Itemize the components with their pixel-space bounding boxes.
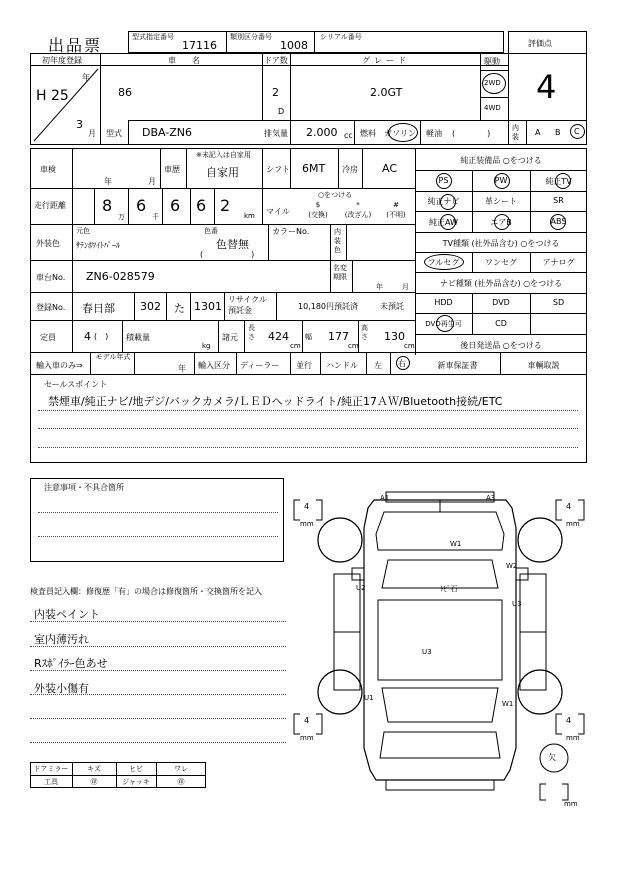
grade-label: グレード [362,56,410,65]
color-code-label: カラーNo. [272,227,310,236]
navi-hdd: HDD [434,298,453,307]
color-no-label: 色番 [204,227,218,235]
mileage-digit-3: 6 [170,196,181,215]
legend-jack-stamp: ㊞ [177,778,185,786]
original-color-label: 元色 [76,227,90,235]
drive-label: 駆動 [484,57,500,66]
note-line-4: 外装小傷有 [34,682,89,695]
load-unit: kg [202,342,211,350]
doors-label: ドア数 [264,56,288,65]
doors-value: 2 [272,86,279,99]
interior-a: A [535,128,541,137]
legend-tools-stamp: ㊞ [90,778,98,786]
length-value: 424 [268,330,289,343]
mileage-digit-5: 2 [220,196,231,215]
tv-oneseg: ワンセグ [485,258,517,267]
year-unit: 年 [82,73,90,82]
color-changed: 色替無 [216,238,249,251]
mark-a3: A3 [486,494,496,502]
interior-b: B [555,128,561,137]
ac-label: 冷房 [342,165,358,174]
form-title: 出品票 [48,36,103,55]
mark-w1-rear: W1 [502,700,514,708]
equip-aw: 純正AW [429,218,458,227]
first-reg-month: 3 [76,118,83,131]
inspector-note: 検査員記入欄：修復歴「有」の場合は修復箇所・交換箇所を記入 [30,587,262,596]
tread-rear-left: 4 [304,716,310,725]
mileage-unit: km [244,212,255,220]
height-value: 130 [384,330,405,343]
tv-analog: アナログ [542,258,575,267]
mileage-label: 走行距離 [34,201,66,210]
displacement-label: 排気量 [264,129,288,138]
exterior-label: 外装色 [36,239,60,248]
equip-abs: ABS [550,217,567,226]
history-label: 車歴 [164,165,180,174]
spare-tread-unit: mm [564,800,578,808]
category-no-value: 1008 [280,39,308,52]
fuel-value: ガソリン [384,129,416,138]
capacity-label: 定員 [40,333,56,342]
capacity-value: 4 [84,330,91,343]
light-oil-paren: ( ) [452,129,491,138]
legend-header-scratch: キズ [87,765,101,773]
interior-c: C [574,127,580,136]
mileage-sen: 千 [152,213,159,221]
score-label: 評価点 [528,39,552,48]
navi-cd: CD [495,319,507,328]
owner-change-month: 月 [402,283,409,291]
displacement-unit: cc [344,131,353,140]
mark-w2: W2 [506,562,518,570]
sales-point-label: セールスポイント [44,380,108,389]
recycle-value: 10,180円預託済 [298,302,358,311]
inspection-label: 車検 [40,165,56,174]
owner-change-year: 年 [376,283,383,291]
dealer-option: ディーラー [240,361,280,370]
delivery-manual: 車輌取説 [527,361,560,370]
plate-number: 1301 [194,300,222,313]
meter-exchange: $ (交換) [308,201,328,219]
legend-header-crack: ヒビ [129,765,143,773]
navi-sd: SD [552,298,565,307]
tread-rear-right-unit: mm [566,734,580,742]
legend-jack: ジャッキ [122,778,150,786]
serial-label: シリアル番号 [320,33,362,41]
equipment-title: 純正装備品 ○をつける [460,156,542,165]
plate-label: 登録No. [36,303,66,312]
mark-u3-roof: U3 [422,648,432,656]
mileage-digit-1: 8 [102,196,113,215]
notes-title: 注意事項・不具合箇所 [44,483,124,492]
legend-header-break: ワレ [174,765,188,773]
category-no-label: 類別区分番号 [230,33,272,41]
mark-u1: U1 [364,694,374,702]
car-name-label: 車 名 [168,56,204,65]
shift-value: 6MT [302,162,326,175]
handle-right: 右 [398,359,406,368]
mileage-man: 万 [118,213,125,221]
width-label: 幅 [305,333,312,341]
plate-class: 302 [140,300,161,313]
tv-title: TV種類 (社外品含む) ○をつける [442,239,560,248]
recycle-label: リサイクル預託金 [228,295,267,315]
tread-front-right: 4 [566,502,572,511]
door-type: D [278,107,285,116]
katashiki-value: DBA-ZN6 [142,126,193,139]
first-reg-label: 初年度登録 [42,56,82,65]
note-line-2: 室内薄汚れ [34,633,89,646]
fuel-label: 燃料 [360,129,376,138]
sales-point-text: 禁煙車/純正ナビ/地デジ/バックカメラ/ＬＥＤヘッドライト/純正17ＡＷ/Bluetooth接続/ETC [48,395,503,408]
handle-label: ハンドル [326,361,358,370]
height-unit: cm [404,342,415,350]
mark-stone-chip: ﾄﾋﾞ石 [440,585,458,593]
katashiki-label: 型式 [106,129,122,138]
mark-u2: U2 [356,584,366,592]
delivery-title: 後日発送品 ○をつける [460,341,542,350]
length-unit: cm [290,342,301,350]
history-value: 自家用 [206,166,239,179]
drive-2wd: 2WD [484,79,501,87]
equip-sr: SR [553,196,564,205]
meter-check-note: ○をつける [318,191,353,199]
ac-value: AC [382,162,398,175]
height-label: 高さ [361,324,368,341]
length-label: 長さ [248,324,255,341]
tread-rear-left-unit: mm [300,734,314,742]
navi-dvd-play: DVD再生可 [425,320,462,328]
original-color-value: ｻﾃﾝﾎﾜｲﾄﾊﾟｰﾙ [76,241,120,250]
shift-label: シフト [266,165,290,174]
chassis-value: ZN6-028579 [86,270,155,283]
navi-title: ナビ種類 (社外品含む) ○をつける [439,279,563,288]
displacement-value: 2.000 [306,126,338,139]
spare-missing: 欠 [548,753,556,762]
load-label: 積載量 [126,333,150,342]
car-name-value: 86 [118,86,132,99]
inspection-month-unit: 月 [148,177,156,186]
import-year-unit: 年 [178,364,186,373]
model-no-value: 17116 [182,39,217,52]
inspection-year-unit: 年 [104,177,112,186]
mark-a1: A1 [380,494,390,502]
car-damage-diagram [290,488,590,808]
plate-kana: た [174,302,185,315]
meter-altered: * (改ざん) [344,201,372,219]
equip-airbag: エアB [490,218,512,227]
light-oil-label: 軽油 [426,129,442,138]
parallel-option: 並行 [296,361,312,370]
plate-region: 春日部 [82,302,115,315]
dimensions-label: 諸元 [222,333,238,342]
note-line-1: 内装ペイント [34,608,100,621]
mileage-digit-4: 6 [196,196,207,215]
drive-4wd: 4WD [484,104,501,112]
color-paren: ( ) [200,250,255,259]
model-no-label: 型式指定番号 [132,33,174,41]
equip-ps: PS [438,176,449,185]
tread-rear-right: 4 [566,716,572,725]
width-value: 177 [328,330,349,343]
owner-change-label: 名変期限 [333,264,347,281]
history-note: ※未記入は自家用 [196,151,251,159]
tread-front-right-unit: mm [566,520,580,528]
tv-fullseg: フルセグ [427,258,460,267]
chassis-label: 車台No. [36,273,66,282]
equip-tv: 純正TV [545,177,572,186]
model-year-label: モデル年式 [95,353,131,361]
note-line-3: Rｽﾎﾟｲﾗｰ色あせ [34,657,108,670]
legend-tools: 工具 [44,778,58,786]
equip-leather: 革シート [485,197,517,206]
tread-front-left: 4 [304,502,310,511]
delivery-warranty: 新車保証書 [437,361,478,370]
legend-header-mirror: ドアミラー [33,765,69,773]
score-value: 4 [536,68,557,106]
first-reg-era: H 25 [36,88,69,104]
handle-left: 左 [374,361,382,370]
interior-color-label: 内装色 [334,228,341,254]
import-label: 輸入車のみ⇒ [36,361,83,370]
mark-u3-side: U3 [512,600,522,608]
equip-pw: PW [494,176,508,185]
navi-dvd: DVD [492,298,510,307]
tread-front-left-unit: mm [300,520,314,528]
mile-label: マイル [266,207,290,216]
mark-w1-front: W1 [450,540,462,548]
recycle-unpaid: 未預託 [380,302,404,311]
width-unit: cm [348,342,359,350]
meter-unknown: # (不明) [386,201,406,219]
grade-value: 2.0GT [370,86,403,99]
month-unit: 月 [88,129,96,138]
capacity-paren: ( ) [94,332,109,341]
sales-point-box [30,375,587,463]
equip-navi: 純正ナビ [427,197,460,206]
mileage-digit-2: 6 [136,196,147,215]
interior-label: 内装 [512,124,519,141]
import-class-label: 輸入区分 [198,361,230,370]
